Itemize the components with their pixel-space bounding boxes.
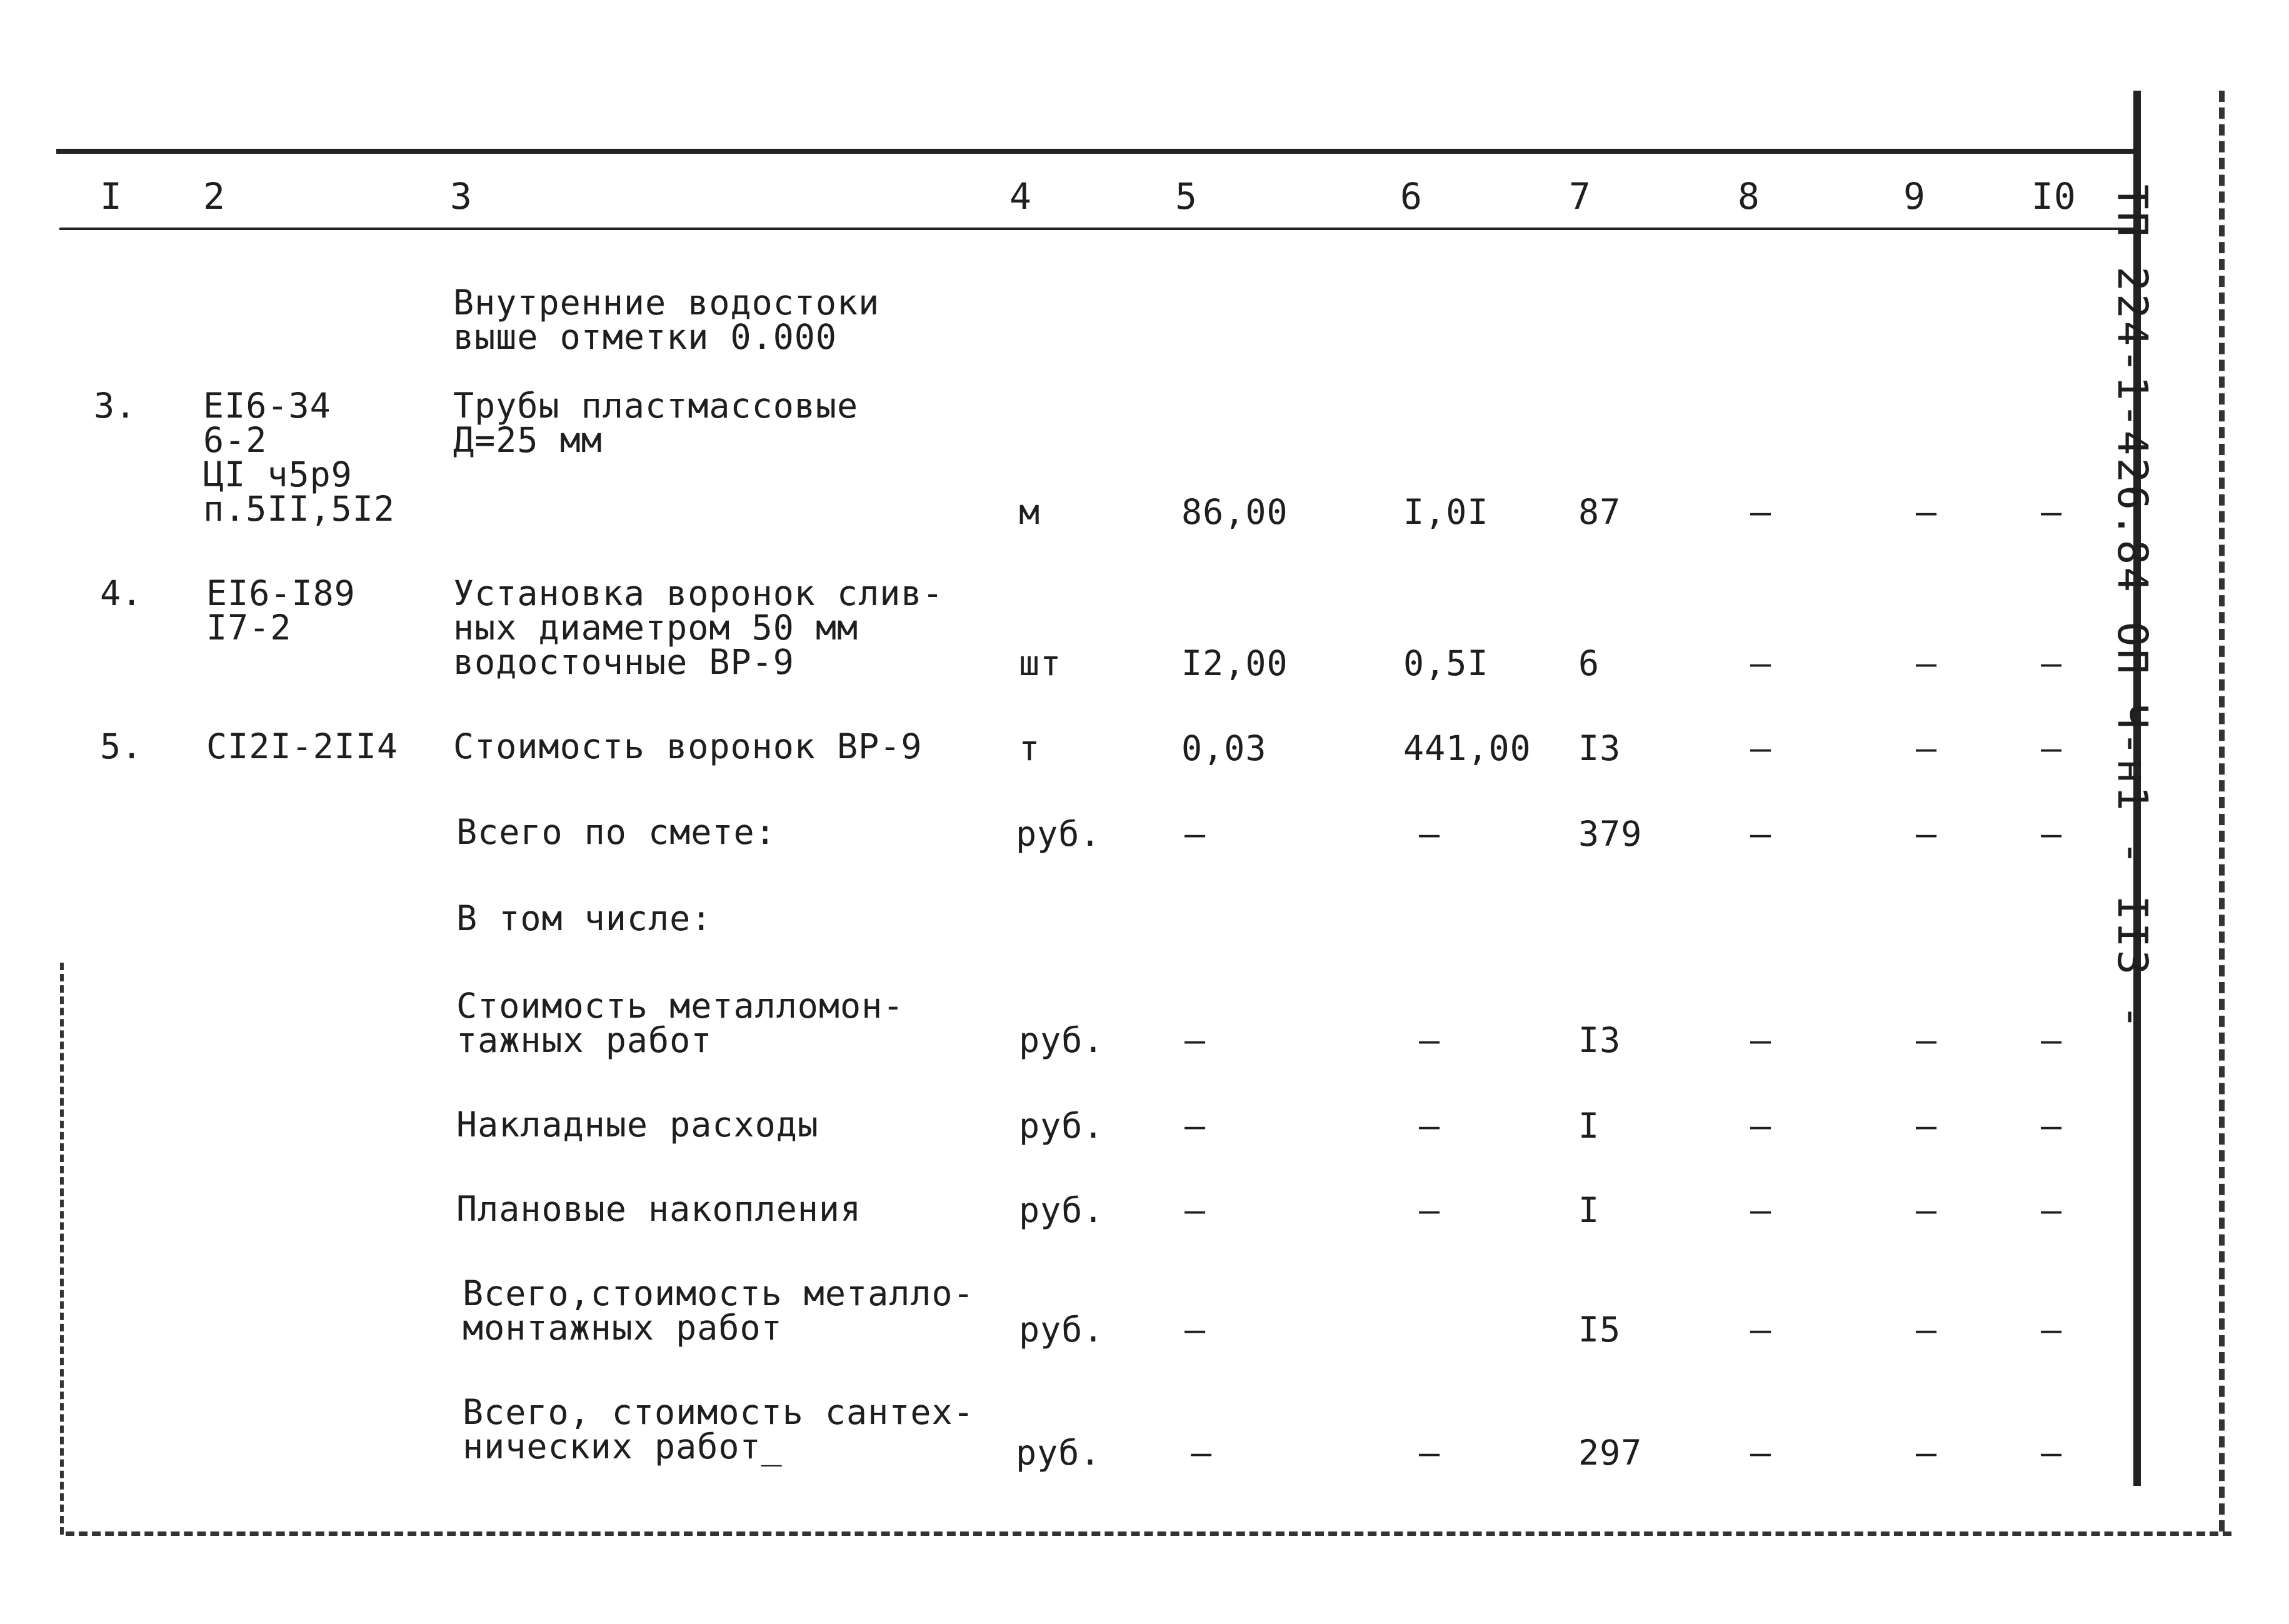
col9-value: – [1916,1310,1938,1350]
quantity: I2,00 [1181,643,1288,683]
col9-value: – [1916,1020,1938,1060]
item-code: п.5II,5I2 [203,489,396,529]
item-unit: руб. [1019,1020,1104,1060]
unit-price: 0,5I [1403,643,1489,683]
col10-value: – [2041,1310,2063,1350]
item-name: Всего, стоимость сантех- [463,1392,974,1432]
item-number: 4. [100,573,143,613]
item-name: Накладные расходы [456,1105,819,1145]
col8-value: – [1750,728,1772,768]
item-code: ЦI ч5р9 [203,454,353,494]
unit-price: – [1419,1020,1441,1060]
item-unit: шт [1019,643,1062,683]
header-bottom-rule [59,228,2135,230]
bottom-rule [66,1531,2231,1536]
col-header-7: 7 [1569,175,1591,218]
total-cost: I3 [1578,728,1621,768]
col9-value: – [1916,1433,1938,1473]
item-name: Плановые накопления [456,1189,862,1229]
item-name: Всего по смете: [456,812,776,852]
quantity: – [1185,1310,1206,1350]
col8-value: – [1750,1433,1772,1473]
col10-value: – [2041,1190,2063,1230]
col10-value: – [2041,1106,2063,1146]
col-header-6: 6 [1400,175,1423,218]
col-header-10: I0 [2031,175,2076,218]
col10-value: – [2041,728,2063,768]
item-unit: м [1019,492,1041,532]
unit-price: – [1419,1190,1441,1230]
left-border [60,963,64,1535]
col10-value: – [2041,1020,2063,1060]
total-cost: 297 [1578,1433,1643,1473]
col-header-1: I [100,175,123,218]
item-name: монтажных работ [463,1308,783,1348]
right-border [2219,91,2225,1531]
col8-value: – [1750,814,1772,854]
col10-value: – [2041,492,2063,532]
unit-price: – [1419,1106,1441,1146]
col9-value: – [1916,814,1938,854]
quantity: – [1185,814,1206,854]
total-cost: 379 [1578,814,1643,854]
col8-value: – [1750,643,1772,683]
item-name: Всего,стоимость металло- [463,1273,974,1313]
total-cost: I3 [1578,1020,1621,1060]
col8-value: – [1750,1020,1772,1060]
col10-value: – [2041,643,2063,683]
item-code: EI6-I89 [206,573,356,613]
item-unit: руб. [1016,1433,1101,1473]
col9-value: – [1916,1190,1938,1230]
col8-value: – [1750,1310,1772,1350]
total-cost: I5 [1578,1310,1621,1350]
item-number: 3. [94,386,137,426]
col-header-8: 8 [1738,175,1760,218]
item-name: тажных работ [456,1020,713,1060]
total-cost: 6 [1578,643,1600,683]
quantity: 86,00 [1181,492,1288,532]
col8-value: – [1750,1190,1772,1230]
item-name: ных диаметром 50 мм [453,608,859,648]
item-name: выше отметки 0.000 [453,317,838,357]
total-cost: I [1578,1190,1600,1230]
col9-value: – [1916,643,1938,683]
unit-price: 441,00 [1403,728,1531,768]
item-unit: руб. [1019,1106,1104,1146]
col8-value: – [1750,1106,1772,1146]
col10-value: – [2041,814,2063,854]
item-code: I7-2 [206,608,292,648]
quantity: 0,03 [1181,728,1267,768]
item-unit: т [1019,728,1041,768]
document-stamp: ТП 224-1-426.84 ОП Ч-н1 - II3 - [2108,184,2156,1032]
col8-value: – [1750,492,1772,532]
total-cost: I [1578,1106,1600,1146]
item-name: нических работ_ [463,1426,783,1466]
quantity: – [1185,1020,1206,1060]
col-header-9: 9 [1903,175,1926,218]
item-name: Стоимость металломон- [456,986,904,1026]
col9-value: – [1916,1106,1938,1146]
item-number: 5. [100,726,143,766]
unit-price: I,0I [1403,492,1489,532]
item-unit: руб. [1019,1190,1104,1230]
quantity: – [1191,1433,1213,1473]
col-header-4: 4 [1009,175,1032,218]
unit-price: – [1419,814,1441,854]
total-cost: 87 [1578,492,1621,532]
top-rule [56,149,2135,154]
col-header-5: 5 [1175,175,1198,218]
item-code: EI6-34 [203,386,331,426]
item-name: Трубы пластмассовые [453,386,859,426]
item-code: CI2I-2II4 [206,726,399,766]
item-unit: руб. [1016,814,1101,854]
item-code: 6-2 [203,420,268,460]
item-name: Внутренние водостоки [453,283,880,323]
col9-value: – [1916,492,1938,532]
item-name: Стоимость воронок ВР-9 [453,726,923,766]
item-name: Установка воронок слив- [453,573,944,613]
col10-value: – [2041,1433,2063,1473]
col-header-2: 2 [203,175,226,218]
item-name: В том числе: [456,898,713,938]
quantity: – [1185,1106,1206,1146]
item-name: водосточные ВР-9 [453,642,794,682]
col-header-3: 3 [450,175,473,218]
item-unit: руб. [1019,1310,1104,1350]
unit-price: – [1419,1433,1441,1473]
col9-value: – [1916,728,1938,768]
item-name: Д=25 мм [453,420,603,460]
quantity: – [1185,1190,1206,1230]
